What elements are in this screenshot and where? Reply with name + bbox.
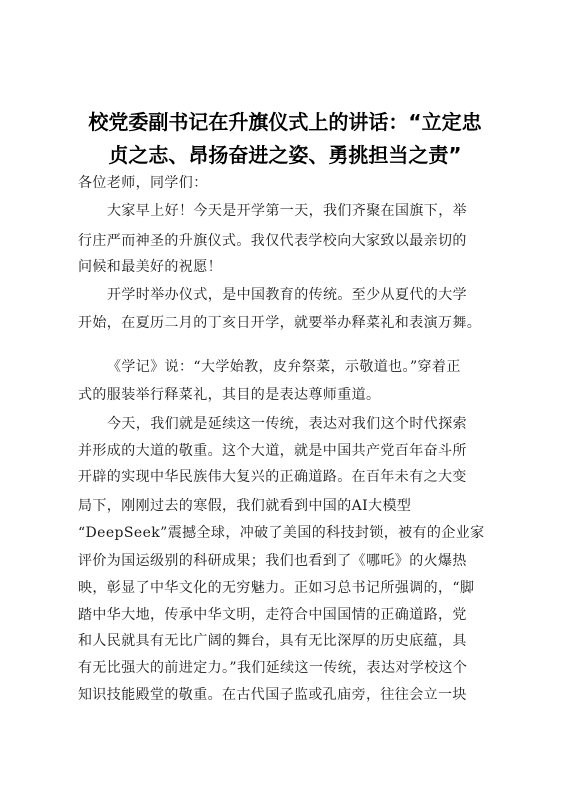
paragraph-line: 评价为国运级别的科研成果；我们也看到了《哪吒》的火爆热 [78, 553, 467, 569]
paragraph-line: 局下，刚刚过去的寒假，我们就看到中国的AI大模型 [78, 498, 412, 514]
paragraph-line: 大家早上好！今天是开学第一天，我们齐聚在国旗下，举 [107, 203, 467, 219]
paragraph-line: 并形成的大道的敬重。这个大道，就是中国共产党百年奋斗所 [78, 443, 467, 459]
paragraph-line: “DeepSeek”震撼全球，冲破了美国的科技封锁，被有的企业家 [78, 525, 485, 541]
paragraph-line: 问候和最美好的祝愿！ [78, 259, 222, 275]
greeting: 各位老师，同学们： [78, 175, 208, 191]
document-title-line-1: 校党委副书记在升旗仪式上的讲话：“立定忠 [88, 110, 482, 134]
paragraph-line: 开始，在夏历二月的丁亥日开学，就要举办释菜礼和表演万舞。 [78, 315, 482, 331]
paragraph-line: 和人民就具有无比广阔的舞台，具有无比深厚的历史底蕴，具 [78, 633, 467, 649]
paragraph-line: 踏中华大地，传承中华文明，走符合中国国情的正确道路，党 [78, 607, 467, 623]
paragraph-line: 知识技能殿堂的敬重。在古代国子监或孔庙旁，往往会立一块 [78, 687, 467, 703]
paragraph-line: 映，彰显了中华文化的无穷魅力。正如习总书记所强调的，“脚 [78, 580, 475, 596]
paragraph-line: 今天，我们就是延续这一传统，表达对我们这个时代探索 [107, 416, 467, 432]
paragraph-line: 开辟的实现中华民族伟大复兴的正确道路。在百年未有之大变 [78, 469, 467, 485]
paragraph-line: 有无比强大的前进定力。”我们延续这一传统，表达对学校这个 [78, 660, 468, 676]
paragraph-line: 《学记》说：“大学始教，皮弁祭菜，示敬道也。”穿着正 [107, 359, 461, 375]
paragraph-line: 式的服装举行释菜礼，其目的是表达尊师重道。 [78, 387, 381, 403]
paragraph-line: 开学时举办仪式，是中国教育的传统。至少从夏代的大学 [107, 287, 467, 303]
document-title-line-2: 贞之志、昂扬奋进之姿、勇挑担当之责” [108, 143, 462, 167]
paragraph-line: 行庄严而神圣的升旗仪式。我仅代表学校向大家致以最亲切的 [78, 233, 467, 249]
